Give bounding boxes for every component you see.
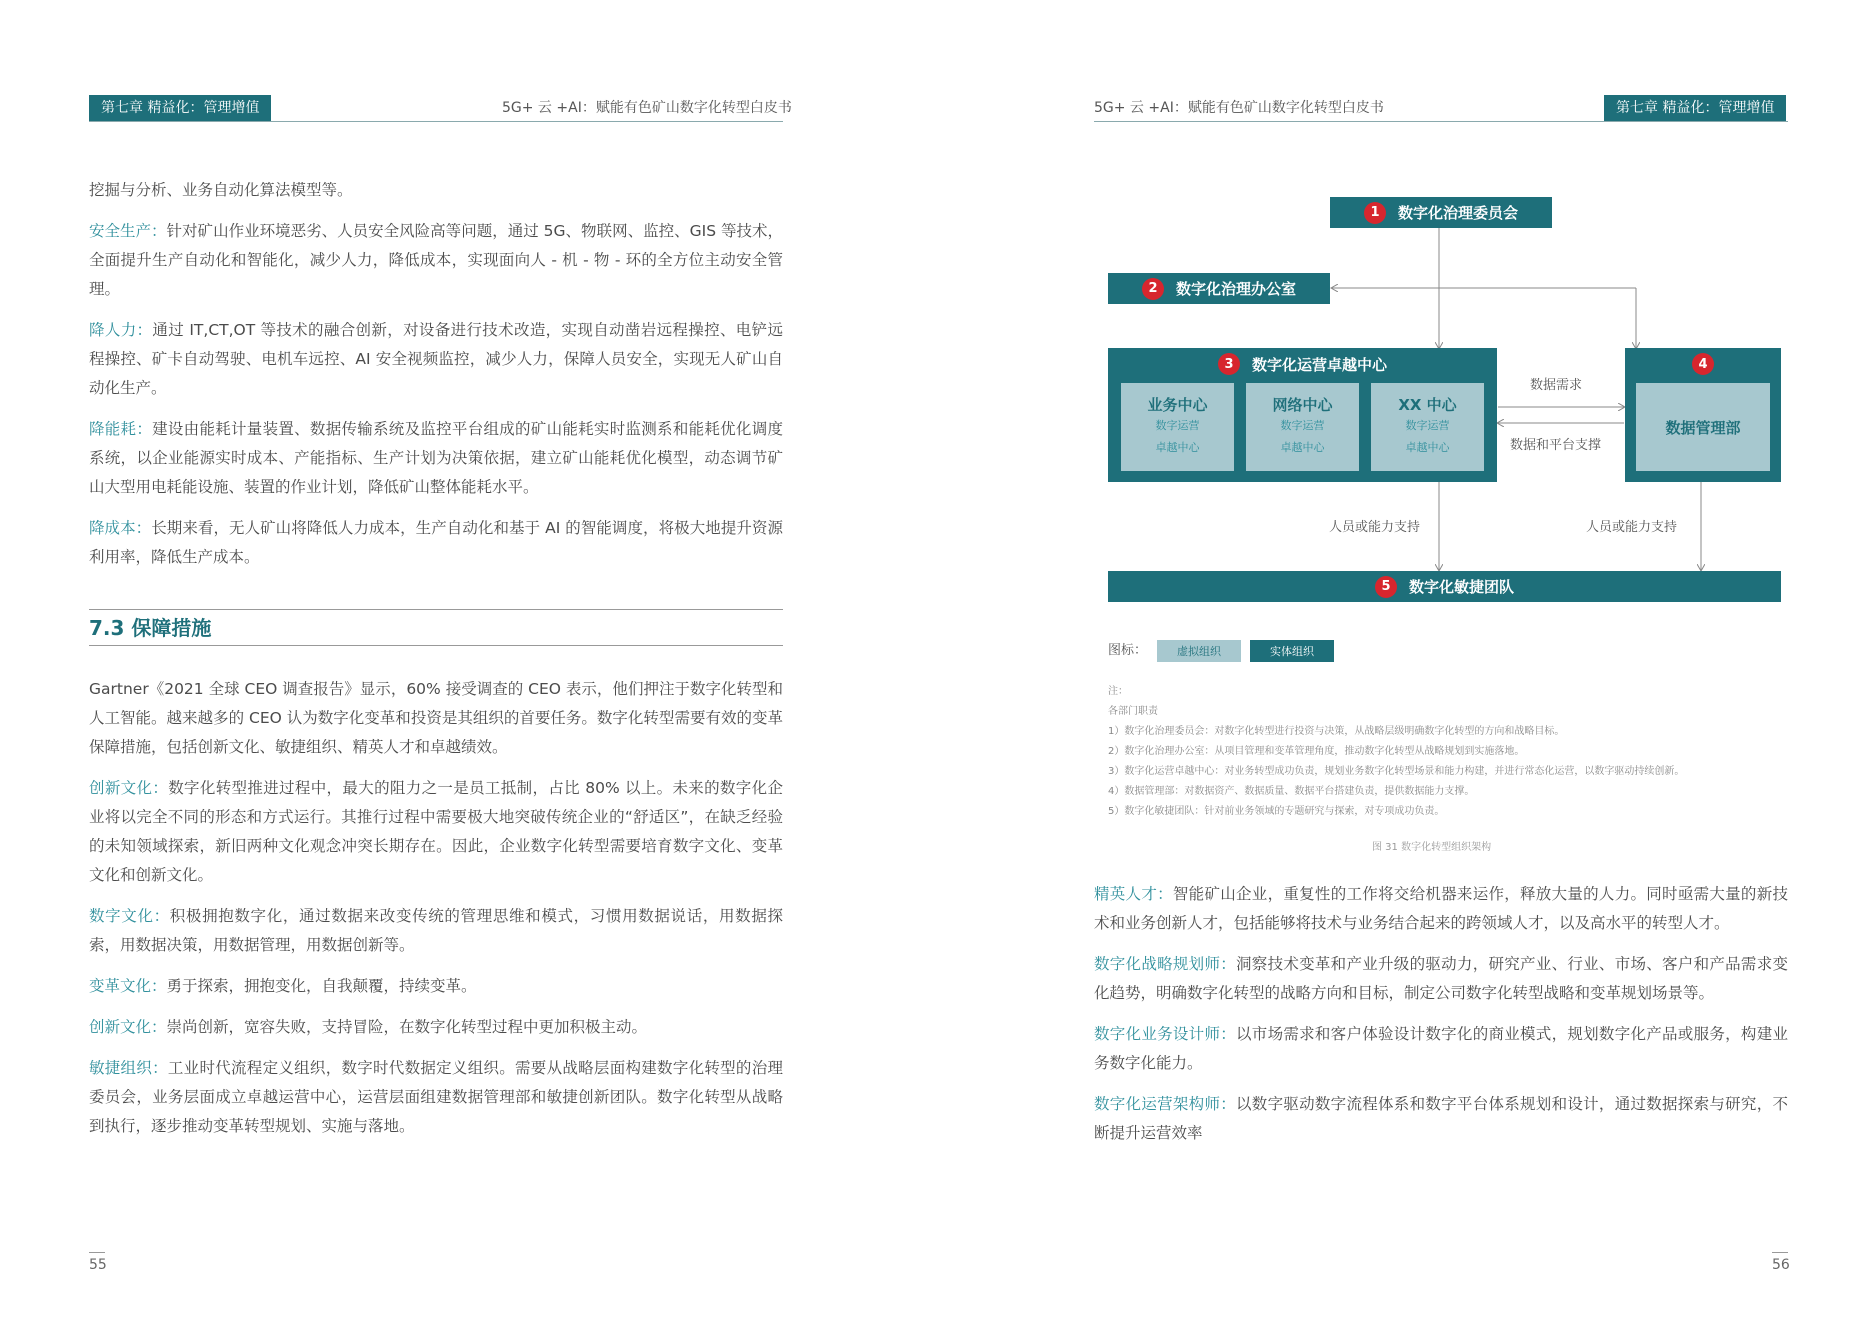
para-keyword: 创新文化： <box>89 779 169 797</box>
committee-box <box>1330 197 1552 228</box>
page-number: 55 <box>89 1257 107 1273</box>
para-keyword: 变革文化： <box>89 977 167 995</box>
para-ops-architect <box>1094 1090 1788 1148</box>
note-item: 2）数字化治理办公室：从项目管理和变革管理角度，推动数字化转型从战略规划到实施落地。 <box>1108 746 1525 757</box>
para-keyword: 敏捷组织： <box>89 1059 168 1077</box>
para-agile-org <box>89 1054 783 1141</box>
para-keyword: 数字化业务设计师： <box>1094 1025 1237 1043</box>
para-energy <box>89 415 783 502</box>
number-badge: 4 <box>1692 353 1714 375</box>
para-keyword: 数字文化： <box>89 907 170 925</box>
office-box <box>1108 273 1330 304</box>
sub-center-network <box>1246 383 1359 471</box>
number-badge: 2 <box>1142 278 1164 300</box>
header-title: 5G+ 云 +AI：赋能有色矿山数字化转型白皮书 <box>502 100 792 116</box>
section-rule-bottom <box>89 645 783 646</box>
para-keyword: 降能耗： <box>89 420 153 438</box>
para-change-culture <box>89 972 783 1001</box>
label-platform-support: 数据和平台支撑 <box>1510 438 1602 453</box>
sub-center-name: 网络中心 <box>1272 396 1333 414</box>
para-innovation-culture <box>89 1013 783 1042</box>
page-number: 56 <box>1772 1257 1790 1273</box>
sub-center-name: 业务中心 <box>1147 396 1208 414</box>
para-safety <box>89 217 783 304</box>
sub-center-xx <box>1371 383 1484 471</box>
right-page <box>936 0 1871 1323</box>
agile-team-box <box>1108 571 1781 602</box>
para-keyword: 降人力： <box>89 321 153 339</box>
para-keyword: 安全生产： <box>89 222 167 240</box>
para-digital-culture <box>89 902 783 960</box>
para-cost <box>89 514 783 572</box>
diagram-notes <box>1108 682 1808 822</box>
notes-subhead: 各部门职责 <box>1108 706 1158 717</box>
chapter-tag: 第七章 精益化：管理增值 <box>89 95 271 121</box>
sub-center-name: XX 中心 <box>1398 396 1457 414</box>
legend-label: 图标： <box>1108 643 1148 658</box>
note-item: 4）数据管理部：对数据资产、数据质量、数据平台搭建负责，提供数据能力支撑。 <box>1108 786 1475 797</box>
para-elite-talent <box>1094 880 1788 938</box>
para-text: 通过 IT,CT,OT 等技术的融合创新，对设备进行技术改造，实现自动凿岩远程操控、电铲远程操控、矿卡自动驾驶、电机车远控、AI 安全视频监控，减少人力，保障人员安全，实现无人矿山自动化生产。 <box>89 321 783 397</box>
para-text: 以数字驱动数字流程体系和数字平台体系规划和设计，通过数据探索与研究，不断提升运营效率 <box>1094 1095 1788 1142</box>
body-text-right <box>1094 880 1788 1160</box>
para-keyword: 精英人才： <box>1094 885 1173 903</box>
number-badge: 3 <box>1218 353 1240 375</box>
para-text: 洞察技术变革和产业升级的驱动力，研究产业、行业、市场、客户和产品需求变化趋势，明确数字化转型的战略方向和目标，制定公司数字化转型战略和变革规划场景等。 <box>1094 955 1788 1002</box>
para-text: 工业时代流程定义组织，数字时代数据定义组织。需要从战略层面构建数字化转型的治理委员会，业务层面成立卓越运营中心，运营层面组建数据管理部和敏捷创新团队。数字化转型从战略到执行，逐步推动变革转型规划、实施与落地。 <box>89 1059 783 1135</box>
note-item: 1）数字化治理委员会：对数字化转型进行投资与决策，从战略层级明确数字化转型的方向和战略目标。 <box>1108 726 1565 737</box>
para-innovation <box>89 774 783 890</box>
sub-center-line1: 数字运营 <box>1405 419 1450 432</box>
para-text: 智能矿山企业，重复性的工作将交给机器来运作，释放大量的人力。同时亟需大量的新技术和业务创新人才，包括能够将技术与业务结合起来的跨领域人才，以及高水平的转型人才。 <box>1094 885 1788 932</box>
para-keyword: 创新文化： <box>89 1018 167 1036</box>
note-item: 5）数字化敏捷团队：针对前业务领域的专题研究与探索，对专项成功负责。 <box>1108 806 1445 817</box>
label-data-demand: 数据需求 <box>1530 378 1583 393</box>
left-page <box>0 0 935 1323</box>
committee-label: 数字化治理委员会 <box>1397 204 1518 222</box>
data-dept-box <box>1625 348 1781 482</box>
page-number-rule <box>89 1252 105 1253</box>
para-keyword: 降成本： <box>89 519 152 537</box>
header-rule <box>89 121 783 122</box>
legend-physical-org: 实体组织 <box>1250 640 1334 662</box>
para-text: 以市场需求和客户体验设计数字化的商业模式，规划数字化产品或服务，构建业务数字化能力。 <box>1094 1025 1788 1072</box>
sub-center-line1: 数字运营 <box>1280 419 1325 432</box>
office-label: 数字化治理办公室 <box>1175 280 1296 298</box>
section-rule-top <box>89 609 783 610</box>
page-number-rule <box>1772 1252 1788 1253</box>
sub-center-business <box>1121 383 1234 471</box>
intro-line: 挖掘与分析、业务自动化算法模型等。 <box>89 181 353 199</box>
para-text: 针对矿山作业环境恶劣、人员安全风险高等问题，通过 5G、物联网、监控、GIS 等技术，全面提升生产自动化和智能化，减少人力，降低成本，实现面向人 - 机 - 物 - 环的全方位主动安全管理。 <box>89 222 783 298</box>
agile-team-label: 数字化敏捷团队 <box>1408 578 1514 596</box>
para-text: 崇尚创新，宽容失败，支持冒险，在数字化转型过程中更加积极主动。 <box>166 1018 648 1036</box>
header-title: 5G+ 云 +AI：赋能有色矿山数字化转型白皮书 <box>1094 100 1384 116</box>
label-staff-support-right: 人员或能力支持 <box>1586 520 1678 535</box>
number-badge: 1 <box>1364 202 1386 224</box>
data-dept-label: 数据管理部 <box>1636 383 1770 471</box>
sub-center-line2: 卓越中心 <box>1405 441 1450 454</box>
para-gartner: Gartner《2021 全球 CEO 调查报告》显示，60% 接受调查的 CEO 表示，他们押注于数字化转型和人工智能。越来越多的 CEO 认为数字化变革和投资是其组织的首要任务。数字化转型需要有效的变革保障措施，包括创新文化、敏捷组织、精英人才和卓越绩效。 <box>89 680 783 756</box>
para-business-designer <box>1094 1020 1788 1078</box>
para-keyword: 数字化战略规划师： <box>1094 955 1237 973</box>
figure-caption: 图 31 数字化转型组织架构 <box>1372 842 1492 853</box>
label-staff-support-left: 人员或能力支持 <box>1329 520 1421 535</box>
sub-center-line2: 卓越中心 <box>1155 441 1200 454</box>
para-text: 数字化转型推进过程中，最大的阻力之一是员工抵制，占比 80% 以上。未来的数字化企业将以完全不同的形态和方式运行。其推行过程中需要极大地突破传统企业的“舒适区”，在缺乏经验的未知领域探索，新旧两种文化观念冲突长期存在。因此，企业数字化转型需要培育数字文化、变革文化和创新文化。 <box>89 779 783 884</box>
para-text: 建设由能耗计量装置、数据传输系统及监控平台组成的矿山能耗实时监测系和能耗优化调度系统，以企业能源实时成本、产能指标、生产计划为决策依据，建立矿山能耗优化模型，动态调节矿山大型用电耗能设施、装置的作业计划，降低矿山整体能耗水平。 <box>89 420 783 496</box>
ops-center-box <box>1108 348 1497 482</box>
para-strategy-planner <box>1094 950 1788 1008</box>
para-text: 积极拥抱数字化，通过数据来改变传统的管理思维和模式，习惯用数据说话，用数据探索，用数据决策，用数据管理，用数据创新等。 <box>89 907 783 954</box>
para-text: 长期来看，无人矿山将降低人力成本，生产自动化和基于 AI 的智能调度，将极大地提升资源利用率，降低生产成本。 <box>89 519 783 566</box>
org-diagram <box>936 0 1871 620</box>
note-item: 3）数字化运营卓越中心：对业务转型成功负责，规划业务数字化转型场景和能力构建，并进行常态化运营，以数字驱动持续创新。 <box>1108 766 1685 777</box>
sub-center-line2: 卓越中心 <box>1280 441 1325 454</box>
para-text: 勇于探索，拥抱变化，自我颠覆，持续变革。 <box>166 977 477 995</box>
body-text-bottom <box>89 675 783 1153</box>
legend-virtual-org: 虚拟组织 <box>1157 640 1241 662</box>
number-badge: 5 <box>1375 576 1397 598</box>
ops-center-label: 数字化运营卓越中心 <box>1251 355 1387 374</box>
body-text-top <box>89 176 783 584</box>
section-title: 7.3 保障措施 <box>89 616 212 640</box>
chapter-tag: 第七章 精益化：管理增值 <box>1604 95 1786 121</box>
para-keyword: 数字化运营架构师： <box>1094 1095 1237 1113</box>
notes-head: 注： <box>1108 686 1128 697</box>
para-labor <box>89 316 783 403</box>
sub-center-line1: 数字运营 <box>1155 419 1200 432</box>
